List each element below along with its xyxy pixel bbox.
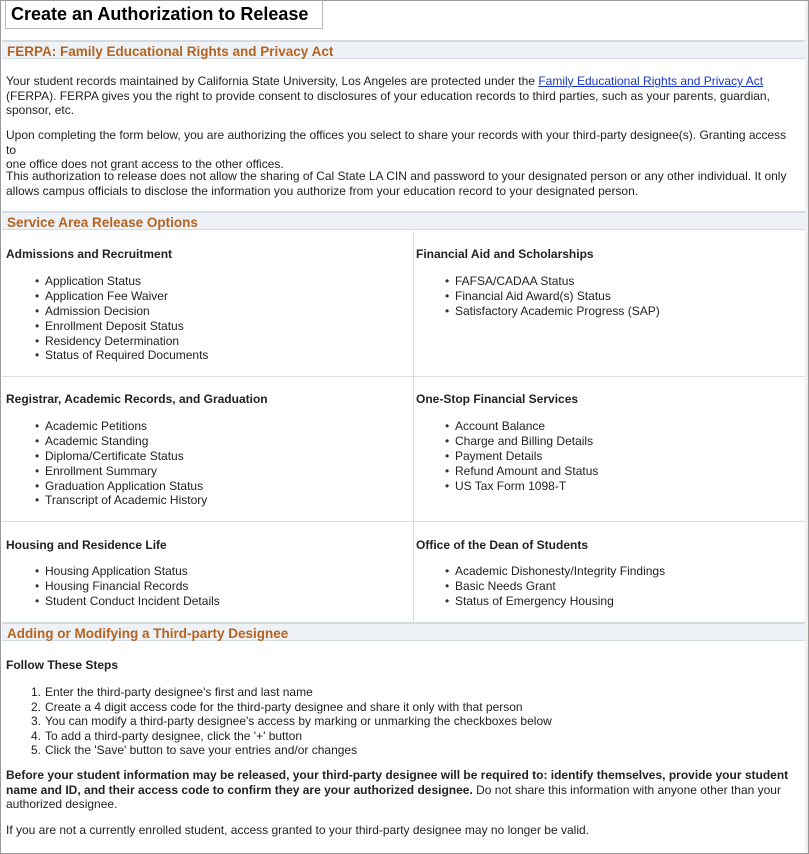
list-item: • Satisfactory Academic Progress (SAP) (445, 304, 660, 319)
list-item: • Status of Required Documents (35, 348, 208, 363)
list-item: • Housing Application Status (35, 564, 220, 579)
designee-section-header: Adding or Modifying a Third-party Designee (2, 622, 805, 641)
ferpa-p3-line2: allows campus officials to disclose the information you authorize from your education record to your designated person. (6, 183, 639, 198)
designee-notice (6, 768, 801, 812)
list-item: • Diploma/Certificate Status (35, 449, 207, 464)
step-number: 5. (31, 743, 42, 758)
area-title-admissions: Admissions and Recruitment (6, 247, 173, 261)
notice-line3: authorized designee. (6, 797, 118, 811)
list-item (31, 700, 552, 715)
area-title-housing: Housing and Residence Life (6, 538, 167, 552)
list-item: • Application Fee Waiver (35, 289, 208, 304)
list-item: • Academic Petitions (35, 419, 207, 434)
area-list-financial-aid (445, 274, 660, 319)
notice-rest-line2: Do not share this information with anyone other than your (472, 782, 781, 797)
notice-bold-line1: Before your student information may be released, your third-party designee will be required to: identify themselves, provide your student (6, 768, 789, 782)
list-item: • FAFSA/CADAA Status (445, 274, 660, 289)
list-item: • Basic Needs Grant (445, 579, 665, 594)
list-item: • Refund Amount and Status (445, 464, 598, 479)
area-list-one-stop (445, 419, 598, 493)
list-item: • Transcript of Academic History (35, 493, 207, 508)
list-item: • Status of Emergency Housing (445, 594, 665, 609)
ferpa-p2-line1: Upon completing the form below, you are authorizing the offices you select to share your records with your third-party designee(s). Granting access to (6, 128, 787, 157)
ferpa-p3-line1: This authorization to release does not allow the sharing of Cal State LA CIN and password to your designated person or any other individual. It only (6, 169, 787, 183)
step-text: To add a third-party designee, click the '+' button (45, 728, 303, 743)
ferpa-paragraph-1 (6, 74, 796, 118)
area-list-dean-of-students (445, 564, 665, 609)
step-number: 2. (31, 699, 42, 714)
list-item (31, 714, 552, 729)
list-item: • Charge and Billing Details (445, 434, 598, 449)
step-text: Click the 'Save' button to save your entries and/or changes (45, 743, 358, 758)
area-title-financial-aid: Financial Aid and Scholarships (416, 247, 594, 261)
ferpa-p1-text: Your student records maintained by California State University, Los Angeles are protected under the (6, 74, 539, 88)
list-item (31, 729, 552, 744)
list-item: • Payment Details (445, 449, 598, 464)
steps-list (31, 685, 552, 758)
step-text: You can modify a third-party designee's access by marking or unmarking the checkboxes below (45, 714, 552, 729)
service-grid-divider-row1 (2, 376, 805, 377)
area-title-registrar: Registrar, Academic Records, and Graduation (6, 392, 268, 406)
list-item: • Enrollment Summary (35, 464, 207, 479)
notice-bold-line2: name and ID, and their access code to confirm they are your authorized designee. (6, 782, 473, 797)
list-item: • Graduation Application Status (35, 479, 207, 494)
area-title-dean-of-students: Office of the Dean of Students (416, 538, 589, 552)
list-item: • Account Balance (445, 419, 598, 434)
ferpa-paragraph-3 (6, 169, 796, 198)
ferpa-section-header: FERPA: Family Educational Rights and Privacy Act (2, 40, 805, 59)
service-grid-divider-row2 (2, 521, 805, 522)
ferpa-p1-line2: (FERPA). FERPA gives you the right to provide consent to disclosures of your education records to third parties, such as your parents, guardian, (6, 88, 770, 103)
list-item: • Application Status (35, 274, 208, 289)
step-number: 4. (31, 728, 42, 743)
step-text: Enter the third-party designee's first and last name (45, 685, 313, 699)
area-list-registrar (35, 419, 207, 508)
list-item: • Enrollment Deposit Status (35, 319, 208, 334)
steps-title: Follow These Steps (6, 658, 119, 672)
service-grid-divider-vertical (413, 231, 414, 622)
list-item: • Financial Aid Award(s) Status (445, 289, 660, 304)
list-item: • Admission Decision (35, 304, 208, 319)
step-number: 1. (31, 685, 42, 699)
ferpa-link[interactable]: Family Educational Rights and Privacy Act (538, 74, 764, 88)
ferpa-p1-line3: sponsor, etc. (6, 103, 75, 117)
list-item (31, 743, 552, 758)
service-area-section-header: Service Area Release Options (2, 211, 805, 230)
page-title: Create an Authorization to Release (5, 1, 323, 29)
step-text: Create a 4 digit access code for the third-party designee and share it only with that person (45, 699, 523, 714)
ferpa-p2-line2: one office does not grant access to the other offices. (6, 157, 284, 171)
area-list-admissions (35, 274, 208, 363)
area-list-housing (35, 564, 220, 609)
list-item: • Student Conduct Incident Details (35, 594, 220, 609)
ferpa-paragraph-2 (6, 128, 796, 172)
area-title-one-stop: One-Stop Financial Services (416, 392, 579, 406)
list-item: • Housing Financial Records (35, 579, 220, 594)
footer-note: If you are not a currently enrolled student, access granted to your third-party designee may no longer be valid. (6, 823, 589, 837)
scrollbar-track[interactable] (805, 1, 808, 853)
list-item: • Academic Dishonesty/Integrity Findings (445, 564, 665, 579)
list-item (31, 685, 552, 700)
list-item: • Residency Determination (35, 334, 208, 349)
step-number: 3. (31, 714, 42, 729)
list-item: • US Tax Form 1098-T (445, 479, 598, 494)
list-item: • Academic Standing (35, 434, 207, 449)
